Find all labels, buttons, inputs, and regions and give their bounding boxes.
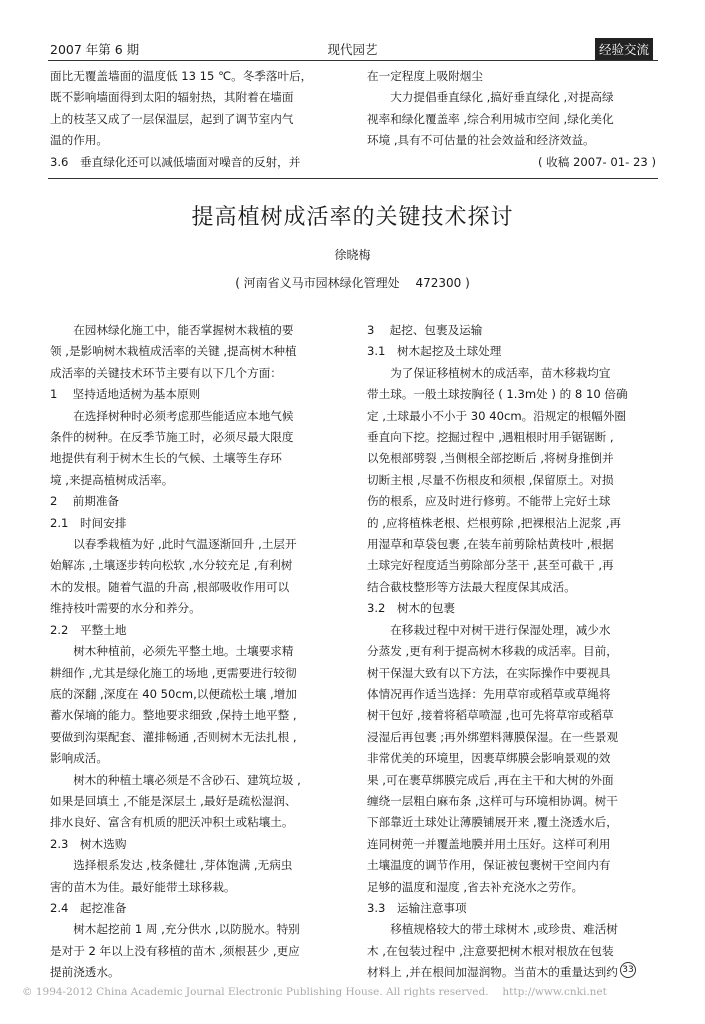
text-line: 2.1 时间安排 (50, 515, 127, 530)
article-affiliation: ( 河南省义马市园林绿化管理处 472300 ) (235, 276, 470, 290)
text-line: 的 ,应将植株老根、烂根剪除 ,把裸根沾上泥浆 ,再 (367, 515, 621, 530)
text-line: 木 ,在包装过程中 ,注意要把树木根对根放在包装 (367, 943, 614, 958)
text-line: 树木的种植土壤必须是不含砂石、建筑垃圾 , (73, 772, 301, 787)
article-title: 提高植树成活率的关键技术探讨 (191, 205, 514, 230)
text-line: 既不影响墙面得到太阳的辐射热，其附着在墙面 (50, 90, 294, 105)
text-line: 视率和绿化覆盖率 ,综合利用城市空间 ,绿化美化 (367, 111, 614, 126)
top-left-column (50, 66, 339, 173)
copyright-footer: © 1994-2012 China Academic Journal Electronic Publishing House. All rights reserved. http://www.cnki.net (22, 986, 607, 998)
text-line: 下部靠近土球处让薄膜铺展开来 ,覆土浇透水后， (367, 815, 618, 830)
text-line: 足够的温度和湿度 ,省去补充浇水之劳作。 (367, 879, 584, 894)
text-line: 害的苗木为佳。最好能带土球移栽。 (50, 879, 236, 894)
text-line: 以春季栽植为好 ,此时气温逐渐回升 ,土层开 (73, 537, 297, 552)
text-line: 定 ,土球最小不小于 30 40cm。沿规定的根幅外圈 (367, 408, 627, 423)
text-line: 2.2 平整土地 (50, 622, 127, 637)
text-line: 条件的树种。在反季节施工时，必须尽最大限度 (50, 430, 294, 445)
header-rule (48, 60, 658, 61)
text-line: 要做到沟渠配套、灌排畅通 ,否则树木无法扎根 , (50, 729, 297, 744)
text-line: 蓄水保墒的能力。整地要求细致 ,保持土地平整 , (50, 708, 297, 723)
text-line: 浸湿后再包裹 ;再外绑塑料薄膜保湿。在一些景观 (367, 729, 619, 744)
section-rule (48, 178, 658, 179)
text-line: 环境 ,具有不可估量的社会效益和经济效益。 (367, 133, 595, 148)
body-right-column (367, 320, 656, 984)
text-line: 结合截枝整形等方法最大程度保其成活。 (367, 579, 576, 594)
text-line: 3 起挖、包裹及运输 (367, 323, 483, 337)
text-line: 切断主根 ,尽量不伤根皮和须根 ,保留原土。对损 (367, 472, 614, 487)
text-line: 体情况再作适当选择：先用草帘或稻草或草绳将 (367, 686, 611, 701)
text-line: 在选择树种时必须考虑那些能适应本地气候 (73, 408, 294, 423)
text-line: 2.4 起挖准备 (50, 900, 127, 915)
text-line: 以免根部劈裂 ,当侧根全部挖断后 ,将树身推倒并 (367, 451, 614, 466)
text-line: 2.3 树木选购 (50, 836, 127, 851)
text-line: 土壤温度的调节作用，保证被包裹树干空间内有 (367, 858, 611, 873)
header-issue: 2007 年第 6 期 (50, 42, 140, 57)
text-line: 在一定程度上吸附烟尘 (367, 69, 483, 83)
text-line: 用湿草和草袋包裹 ,在装车前剪除枯黄枝叶 ,根据 (367, 537, 614, 552)
text-line: 非常优美的环境里，因裹草绑膜会影响景观的效 (367, 751, 611, 766)
text-line: 垂直向下挖。挖掘过程中 ,遇粗根时用手锯锯断 , (367, 430, 614, 445)
text-line: 3.2 树木的包裹 (367, 601, 456, 616)
text-line: 上的枝茎又成了一层保温层，起到了调节室内气 (50, 111, 294, 126)
text-line: 如果是回填土 ,不能是深层土 ,最好是疏松湿润、 (50, 793, 297, 808)
header-section-badge: 经验交流 (595, 38, 653, 60)
text-line: 材料上 ,并在根间加湿润物。当苗木的重量达到约 (367, 965, 618, 980)
text-line: 缠绕一层粗白麻布条 ,这样可与环境相协调。树干 (367, 793, 618, 808)
text-line: 2 前期准备 (50, 494, 120, 509)
text-line: 连同树蔸一并覆盖地膜并用土压好。这样可利用 (367, 836, 611, 851)
text-line: 土球完好程度适当剪除部分茎干 ,甚至可截干 ,再 (367, 558, 614, 573)
body-left-column (50, 320, 339, 984)
text-line: 3.6 垂直绿化还可以减低墙面对噪音的反射，并 (50, 154, 301, 169)
text-line: 地提供有利于树木生长的气候、土壤等生存环 (50, 451, 282, 466)
text-line: 始解冻 ,土壤逐步转向松软 ,水分较充足 ,有利树 (50, 558, 293, 573)
text-line: 在移栽过程中对树干进行保湿处理，减少水 (390, 622, 611, 637)
text-line: 木的发根。随着气温的升高 ,根部吸收作用可以 (50, 579, 290, 594)
text-line: 影响成活。 (50, 751, 108, 766)
text-line: 温的作用。 (50, 133, 108, 148)
text-line: 在园林绿化施工中，能否掌握树木栽植的要 (73, 323, 294, 337)
text-line: ( 收稿 2007- 01- 23 ) (537, 154, 656, 169)
text-line: 大力提倡垂直绿化 ,搞好垂直绿化 ,对提高绿 (390, 90, 614, 105)
header-journal: 现代园艺 (327, 42, 378, 57)
text-line: 为了保证移植树木的成活率，苗木移栽均宜 (390, 365, 611, 380)
text-line: 是对于 2 年以上没有移植的苗木 ,须根甚少 ,更应 (50, 943, 300, 958)
text-line: 3.1 树木起挖及土球处理 (367, 344, 502, 359)
text-line: 面比无覆盖墙面的温度低 13 15 ℃。冬季落叶后， (50, 69, 313, 83)
text-line: 提前浇透水。 (50, 965, 120, 980)
text-line: 带土球。一般土球按胸径 ( 1.3m处 ) 的 8 10 倍确 (367, 387, 628, 402)
text-line: 耕细作 ,尤其是绿化施工的场地 ,更需要进行较彻 (50, 665, 297, 680)
text-line: 树干包好 ,接着将稻草喷湿 ,也可先将草帘或稻草 (367, 708, 614, 723)
text-line: 3.3 运输注意事项 (367, 900, 467, 915)
article-author: 徐晓梅 (334, 248, 371, 262)
text-line: 树干保湿大致有以下方法，在实际操作中要视具 (367, 665, 611, 680)
text-line: 成活率的关键技术环节主要有以下几个方面： (50, 365, 282, 380)
text-line: 分蒸发 ,更有利于提高树木移栽的成活率。目前， (367, 644, 618, 659)
top-right-column (367, 66, 656, 173)
text-line: 底的深翻 ,深度在 40 50cm,以便疏松土壤 ,增加 (50, 686, 297, 701)
text-line: 移植规格较大的带土球树木 ,或珍贵、难活树 (390, 922, 618, 937)
text-line: 树木种植前，必须先平整土地。土壤要求精 (73, 644, 294, 659)
text-line: 果 ,可在裹草绑膜完成后 ,再在主干和大树的外面 (367, 772, 614, 787)
text-line: 伤的根系，应及时进行修剪。不能带上完好土球 (367, 494, 611, 509)
page-number: 33 (620, 962, 636, 978)
text-line: 境 ,来提高植树成活率。 (50, 472, 174, 487)
text-line: 树木起挖前 1 周 ,充分供水 ,以防脱水。特别 (73, 922, 300, 937)
text-line: 维持枝叶需要的水分和养分。 (50, 601, 201, 616)
text-line: 领 ,是影响树木栽植成活率的关键 ,提高树木种植 (50, 344, 297, 359)
text-line: 选择根系发达 ,枝条健壮 ,芽体饱满 ,无病虫 (73, 858, 293, 873)
text-line: 1 坚持适地适树为基本原则 (50, 387, 201, 402)
text-line: 排水良好、富含有机质的肥沃冲积土或粘壤土。 (50, 815, 294, 830)
